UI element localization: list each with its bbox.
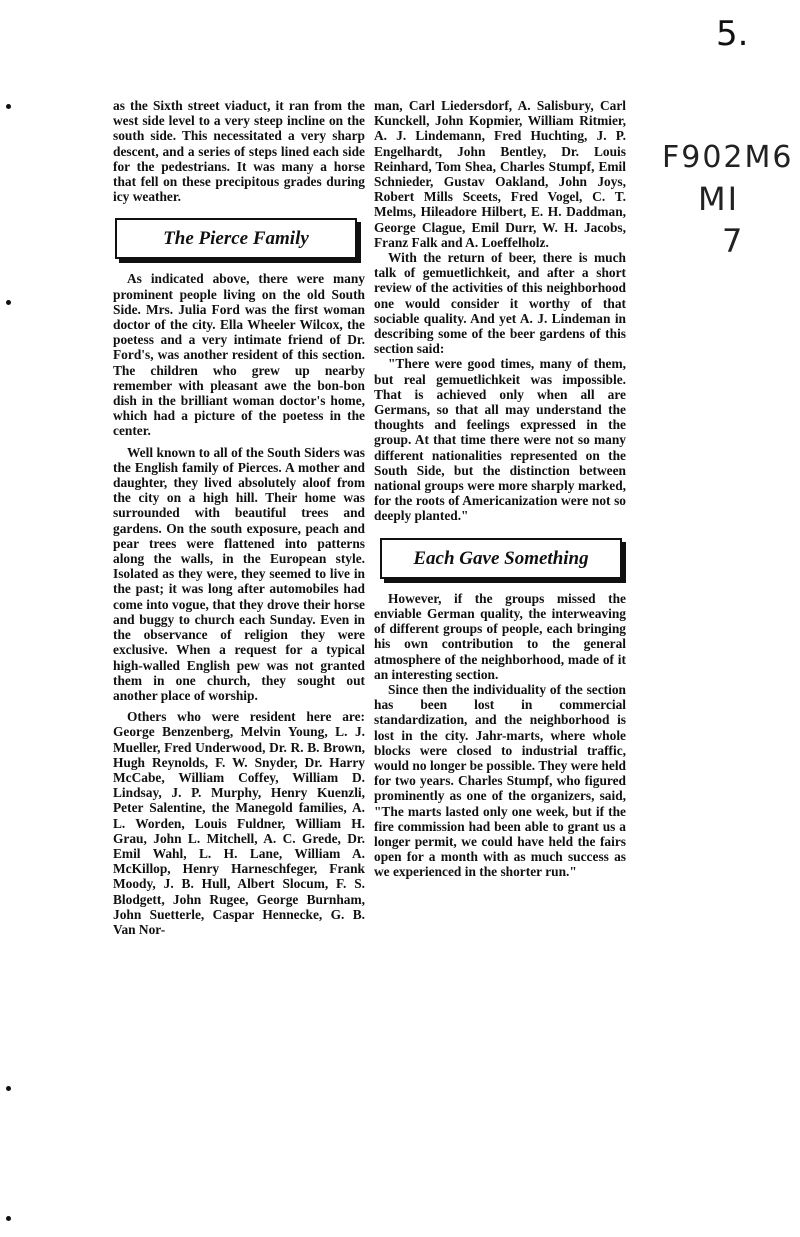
paragraph: With the return of beer, there is much talk of gemuetlichkeit, and after a short review of the activities of this neighborhood one would consider it worthy of that sociable quality. And yet A. J. Lindeman in describing some of the beer gardens of this section said: [374, 250, 626, 357]
paragraph-quote: "There were good times, many of them, but real gemuetlichkeit was impossible. That is achieved only when all are Germans, so that all may understand the thoughts and feelings expressed in the group. At that time there were not so many different nationalities represented on the South Side, but the distinction between national groups were more sharply marked, for the roots of Americanization were not so deeply planted." [374, 356, 626, 524]
heading-each-gave-something [380, 538, 622, 579]
scan-edge-mark [6, 1216, 11, 1221]
scan-edge-mark [6, 300, 11, 305]
scan-edge-mark [6, 104, 11, 109]
paragraph: As indicated above, there were many prominent people living on the old South Side. Mrs. Julia Ford was the first woman doctor of the city. Ella Wheeler Wilcox, the poetess and a very intimate friend of Dr. Ford's, was another resident of this section. The children who grew up nearby remember with pleasant awe the bon-bon dish in the brilliant woman doctor's home, which had a picture of the poetess in the center. [113, 271, 365, 439]
paragraph: Others who were resident here are: George Benzenberg, Melvin Young, L. J. Mueller, Fred Underwood, Dr. R. B. Brown, Hugh Reynolds, F. W. Snyder, Dr. Harry McCabe, William Coffey, William D. Lindsay, J. P. Murphy, Henry Kuenzli, Peter Salentine, the Manegold families, A. L. Worden, Louis Fuldner, William H. Grau, John L. Mitchell, A. C. Grede, Dr. Emil Wahl, L. H. Lane, William A. McKillop, Henry Harneschfeger, Frank Moody, J. B. Hull, Albert Slocum, F. S. Blodgett, John Rugee, George Burnham, John Suetterle, Caspar Hennecke, G. B. Van Nor- [113, 709, 365, 937]
left-column [113, 98, 365, 937]
scan-edge-mark [6, 1086, 11, 1091]
heading-each-gave-something-text: Each Gave Something [413, 547, 589, 569]
heading-pierce-family-text: The Pierce Family [163, 228, 309, 250]
paragraph: Well known to all of the South Siders was the English family of Pierces. A mother and daughter, they lived absolutely aloof from the city on a high hill. Their home was surrounded with beautiful trees and gardens. On the south exposure, peach and pear trees were flattened into patterns along the walls, in the European style. Isolated as they were, they seemed to live in the past; it was long after automobiles had come into vogue, that they drove their horse and buggy to church each Sunday. Even in the observance of religion they were exclusive. When a request for a typical high-walled English pew was not granted them in one church, they sought out another place of worship. [113, 444, 365, 703]
paragraph-continued: man, Carl Liedersdorf, A. Salisbury, Carl Kunckell, John Kopmier, William Ritmier, A. J. Lindemann, Fred Huchting, J. P. Engelhardt, John Bentley, Dr. Louis Reinhard, Tom Shea, Charles Stumpf, Emil Schnieder, Gustav Oakland, John Joys, Robert Mills Sceets, Fred Vogel, C. T. Melms, Hileadore Hilbert, E. H. Daddman, George Clague, Emil Durr, W. H. Jacobs, Franz Falk and A. Loeffelholz. [374, 98, 626, 250]
paragraph-intro: as the Sixth street viaduct, it ran from the west side level to a very steep incline on the south side. This necessitated a very sharp descent, and a series of steps lined each side for the pedestrians. It was many a horse that fell on these precipitous grades during icy weather. [113, 98, 365, 205]
handwritten-annotation-number: 7 [722, 222, 745, 260]
handwritten-annotation-mi: MI [698, 180, 740, 218]
right-column [374, 98, 626, 880]
handwritten-annotation-code: F902M6 [662, 140, 794, 175]
paragraph: However, if the groups missed the enviable German quality, the interweaving of different groups of people, each bringing his own contribution to the general atmosphere of the neighborhood, made of it an interesting section. [374, 590, 626, 682]
heading-pierce-family [115, 218, 357, 259]
paragraph: Since then the individuality of the section has been lost in commercial standardization, and the neighborhood is lost in the city. Jahr-marts, where whole blocks were closed to industrial traffic, would no longer be possible. They were held for two years. Charles Stumpf, who figured prominently as one of the organizers, said, "The marts lasted only one week, but if the fire commission had been able to grant us a longer permit, we could have held the fairs open for a month with as much success as we experienced in the shorter run." [374, 681, 626, 880]
page-number: 5. [716, 14, 749, 54]
